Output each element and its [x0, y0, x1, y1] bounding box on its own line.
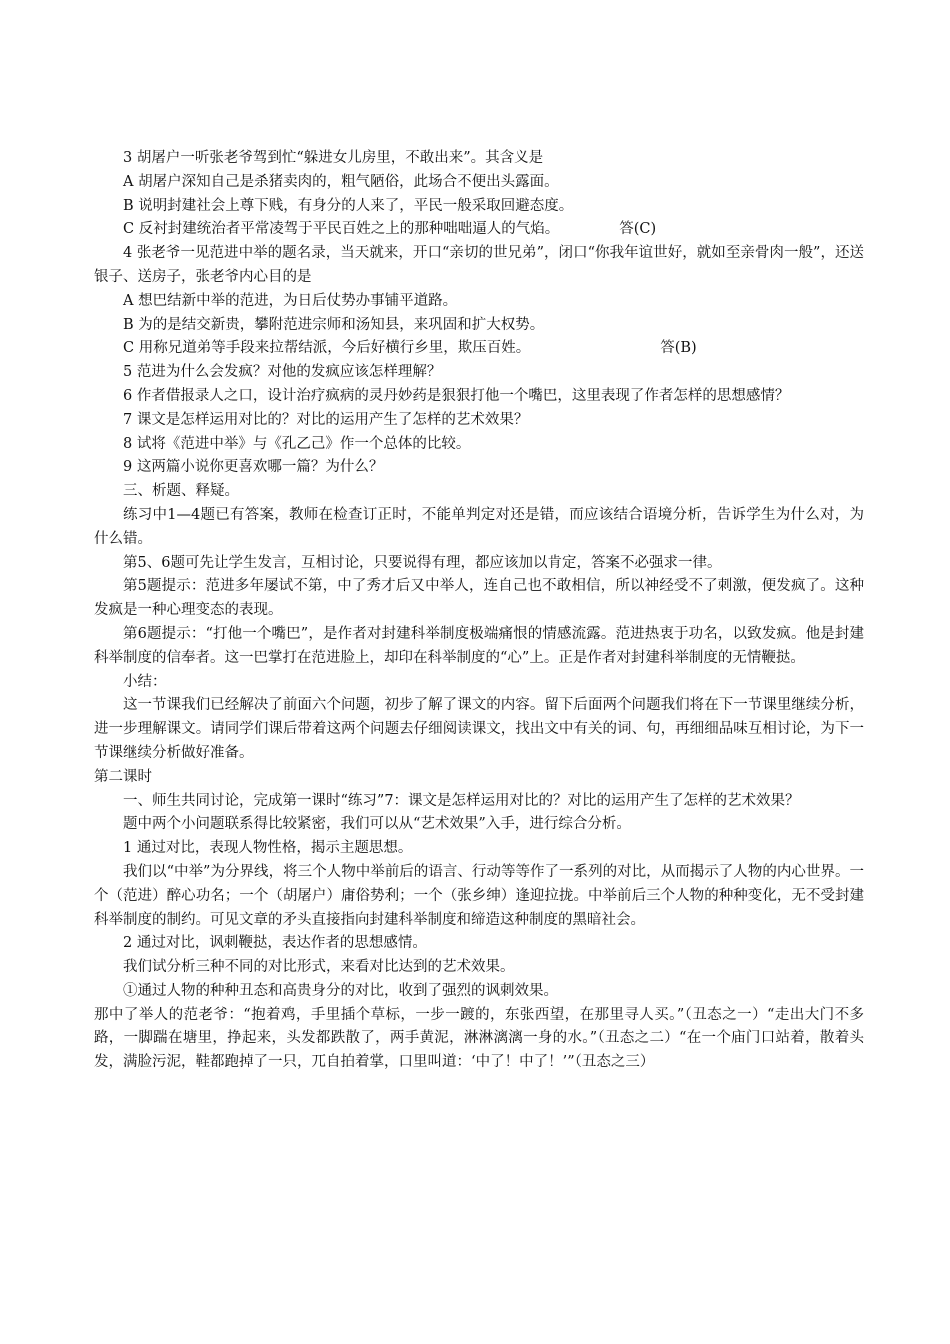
paragraph: [94, 195, 864, 219]
paragraph-text: 第二课时: [94, 768, 152, 785]
paragraph: [94, 385, 864, 409]
paragraph: [94, 980, 864, 1004]
paragraph-text: 9 这两篇小说你更喜欢哪一篇？为什么？: [123, 459, 384, 476]
paragraph-text: 第5、6题可先让学生发言，互相讨论，只要说得有理，都应该加以肯定，答案不必强求一律。: [123, 554, 722, 571]
paragraph: [94, 504, 864, 552]
paragraph-text: C 用称兄道弟等手段来拉帮结派，今后好横行乡里，欺压百姓。: [123, 340, 531, 357]
paragraph-text: 3 胡屠户一听张老爷驾到忙“躲进女儿房里，不敢出来”。其含义是: [123, 150, 544, 166]
paragraph-text: 5 范进为什么会发疯？对他的发疯应该怎样理解？: [123, 364, 442, 381]
paragraph-text: 第5题提示：范进多年屡试不第，中了秀才后又中举人，连自己也不敢相信，所以神经受不了刺激，便发疯了。这种发疯是一种心理变态的表现。: [94, 578, 864, 619]
paragraph: [94, 147, 864, 171]
paragraph: [94, 361, 864, 385]
paragraph-text: 练习中1—4题已有答案，教师在检查订正时，不能单判定对还是错，而应该结合语境分析，告诉学生为什么对，为什么错。: [94, 506, 864, 547]
paragraph-text: A 胡屠户深知自己是杀猪卖肉的，粗气陋俗，此场合不便出头露面。: [123, 173, 559, 190]
paragraph: [94, 290, 864, 314]
paragraph: [94, 337, 864, 361]
paragraph: [94, 694, 864, 765]
paragraph: [94, 790, 864, 814]
paragraph: [94, 766, 864, 790]
paragraph-text: 1 通过对比，表现人物性格，揭示主题思想。: [123, 840, 413, 857]
answer-label: 答(C): [619, 221, 657, 238]
paragraph-text: 6 作者借报录人之口，设计治疗疯病的灵丹妙药是狠狠打他一个嘴巴，这里表现了作者怎样的思想感情？: [123, 387, 790, 404]
paragraph-text: 4 张老爷一见范进中举的题名录，当天就来，开口“亲切的世兄弟”，闭口“你我年谊世好，就如至亲骨肉一般”，还送银子、送房子，张老爷内心目的是: [94, 245, 864, 285]
answer-label: 答(B): [660, 340, 697, 357]
paragraph: [94, 218, 864, 242]
paragraph-text: 我们以“中举”为分界线，将三个人物中举前后的语言、行动等等作了一系列的对比，从而揭示了人物的内心世界。一个（范进）醉心功名；一个（胡屠户）庸俗势利；一个（张乡绅）逢迎拉拢。中举前后三个人物的种种变化，无不受封建科举制度的制约。可见文章的矛头直接指向封建科举制度和缔造这种制度的黑暗社会。: [94, 863, 864, 928]
paragraph: [94, 409, 864, 433]
paragraph: [94, 932, 864, 956]
paragraph: [94, 171, 864, 195]
paragraph: [94, 1004, 864, 1075]
paragraph: [94, 671, 864, 695]
paragraph-text: 7 课文是怎样运用对比的？对比的运用产生了怎样的艺术效果？: [123, 411, 529, 428]
paragraph: [94, 623, 864, 671]
paragraph: [94, 242, 864, 290]
paragraph-text: A 想巴结新中举的范进，为日后仗势办事铺平道路。: [123, 292, 458, 309]
paragraph-text: 一、师生共同讨论，完成第一课时“练习”7：课文是怎样运用对比的？对比的运用产生了怎样的艺术效果？: [123, 792, 800, 809]
paragraph-text: 这一节课我们已经解决了前面六个问题，初步了解了课文的内容。留下后面两个问题我们将在下一节课里继续分析，进一步理解课文。请同学们课后带着这两个问题去仔细阅读课文，找出文中有关的词、句，再细细品味互相讨论，为下一节课继续分析做好准备。: [94, 697, 864, 761]
paragraph-text: 三、析题、释疑。: [123, 483, 239, 500]
paragraph-text: 我们试分析三种不同的对比形式，来看对比达到的艺术效果。: [123, 959, 515, 976]
paragraph-text: 8 试将《范进中举》与《孔乙己》作一个总体的比较。: [123, 435, 471, 452]
paragraph: [94, 575, 864, 623]
paragraph-text: 2 通过对比，讽刺鞭挞，表达作者的思想感情。: [123, 935, 427, 952]
paragraph-text: 第6题提示：“打他一个嘴巴”，是作者对封建科举制度极端痛恨的情感流露。范进热衷于功名，以致发疯。他是封建科举制度的信奉者。这一巴掌打在范进脸上，却印在科举制度的“心”上。正是作者对封建科举制度的无情鞭挞。: [94, 625, 864, 666]
paragraph-text: 小结：: [123, 673, 167, 690]
paragraph: [94, 861, 864, 932]
paragraph: [94, 813, 864, 837]
paragraph-text: B 说明封建社会上尊下贱，有身分的人来了，平民一般采取回避态度。: [123, 197, 574, 214]
paragraph: [94, 552, 864, 576]
paragraph: [94, 433, 864, 457]
paragraph-text: C 反衬封建统治者平常凌驾于平民百姓之上的那种咄咄逼人的气焰。: [123, 221, 560, 238]
paragraph-text: 那中了举人的范老爷：“抱着鸡，手里插个草标，一步一踱的，东张西望，在那里寻人买。”（丑态之一）“走出大门不多路，一脚踹在塘里，挣起来，头发都跌散了，两手黄泥，淋淋漓漓一身的水。”（丑态之二）“在一个庙门口站着，散着头发，满脸污泥，鞋都跑掉了一只，兀自拍着掌，口里叫道：‘中了！中了！’”（丑态之三）: [94, 1006, 864, 1071]
paragraph-text: B 为的是结交新贵，攀附范进宗师和汤知县，来巩固和扩大权势。: [123, 316, 545, 333]
document-body: [94, 147, 864, 1075]
paragraph: [94, 480, 864, 504]
paragraph: [94, 837, 864, 861]
paragraph: [94, 314, 864, 338]
paragraph-text: ①通过人物的种种丑态和高贵身分的对比，收到了强烈的讽刺效果。: [123, 982, 558, 999]
paragraph: [94, 956, 864, 980]
paragraph-text: 题中两个小问题联系得比较紧密，我们可以从“艺术效果”入手，进行综合分析。: [123, 816, 631, 833]
paragraph: [94, 456, 864, 480]
